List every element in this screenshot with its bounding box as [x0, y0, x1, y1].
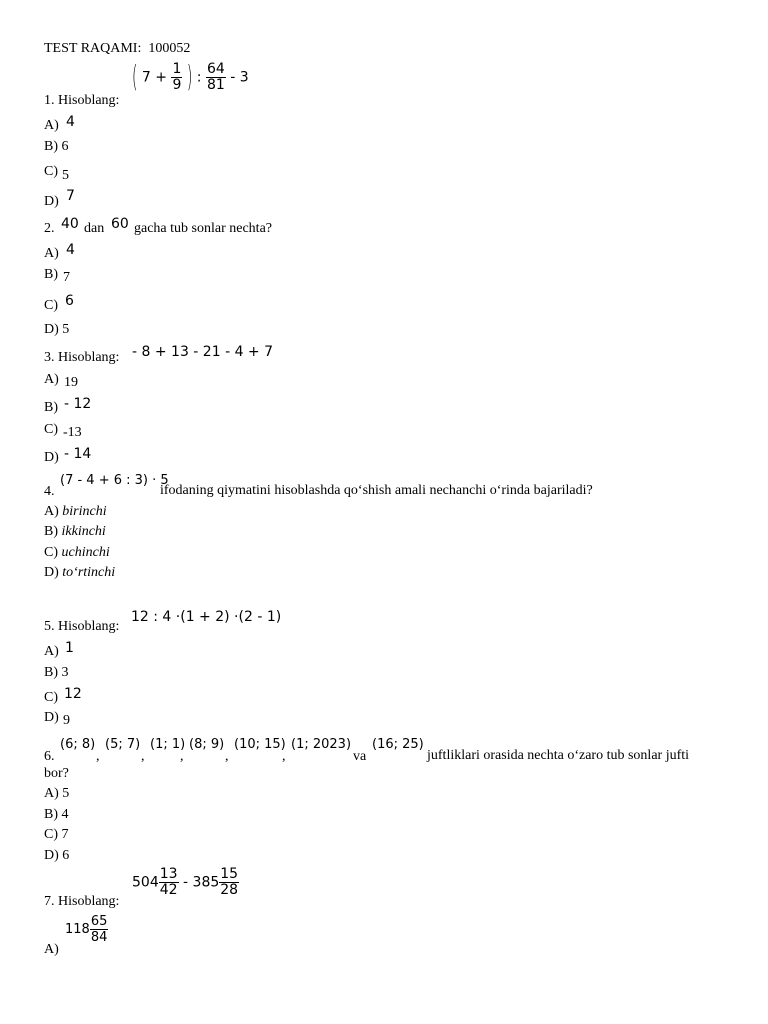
q3-expression: - 8 + 13 - 21 - 4 + 7 [132, 344, 274, 360]
q5-prompt: 5. Hisoblang: [44, 619, 120, 634]
q2-to: 60 [111, 216, 129, 232]
q2-option-d: D) 5 [44, 322, 70, 337]
q6-pair-6: (1; 2023) [291, 737, 352, 752]
q3-option-c-value: -13 [63, 425, 82, 440]
test-number-label: TEST RAQAMI: [44, 41, 142, 56]
test-number: 100052 [148, 41, 191, 56]
q1-option-b: B) 6 [44, 139, 69, 154]
q4-question: ifodaning qiymatini hisoblashda qo‘shish amali nechanchi o‘rinda bajariladi? [160, 483, 593, 498]
q7-prompt: 7. Hisoblang: [44, 894, 120, 909]
q6-pair-2: (5; 7) [105, 737, 141, 752]
q1-option-d-value: 7 [66, 188, 75, 204]
q7-option-a-fraction: $\frac{65}{84}$ [90, 914, 108, 945]
q6-comma-3: , [180, 749, 184, 764]
q3-option-a: A) [44, 372, 59, 387]
q6-option-c: C) 7 [44, 827, 69, 842]
q4-option-d: D) to‘rtinchi [44, 565, 116, 580]
q2-option-a: A) [44, 246, 59, 261]
q5-option-a-value: 1 [65, 640, 74, 656]
q7-expression: 504 $\frac{13}{42}$ - 385 $\frac{15}{28}$ [132, 866, 239, 898]
q6-question-end: bor? [44, 766, 69, 781]
q3-option-d: D) [44, 450, 59, 465]
q6-option-b: B) 4 [44, 807, 69, 822]
q1-fraction-2: $\frac{64}{81}$ [206, 61, 225, 93]
q1-option-d: D) [44, 194, 59, 209]
q6-va: va [353, 749, 367, 764]
q5-option-c-value: 12 [64, 686, 82, 702]
q6-pair-5: (10; 15) [234, 737, 286, 752]
q5-option-d: D) [44, 710, 59, 725]
q6-number: 6. [44, 749, 55, 764]
q7-fraction-2: $\frac{15}{28}$ [220, 866, 239, 898]
q3-option-c: C) [44, 422, 58, 437]
q7-option-a-value: 118 $\frac{65}{84}$ [65, 914, 108, 945]
test-header [44, 41, 190, 57]
q5-option-b: B) 3 [44, 665, 69, 680]
q5-option-c: C) [44, 690, 58, 705]
q2-from: 40 [61, 216, 79, 232]
q2-option-c: C) [44, 298, 58, 313]
q5-expression: 12 : 4 ·(1 + 2) ·(2 - 1) [131, 609, 282, 625]
q4-option-b: B) ikkinchi [44, 524, 106, 539]
q4-option-c: C) uchinchi [44, 545, 110, 560]
q1-expression: ( 7 + $\frac{1}{9}$ ) : $\frac{64}{81}$ - 3 [132, 60, 249, 95]
q5-option-a: A) [44, 644, 59, 659]
q7-fraction-1: $\frac{13}{42}$ [159, 866, 178, 898]
q7-option-a: A) [44, 942, 59, 957]
q2-option-b: B) [44, 267, 58, 282]
q2-question: gacha tub sonlar nechta? [134, 221, 272, 236]
q2-option-a-value: 4 [66, 242, 75, 258]
q3-option-b: B) [44, 400, 58, 415]
q1-option-a-value: 4 [66, 114, 75, 130]
q6-pair-1: (6; 8) [60, 737, 96, 752]
q6-option-a: A) 5 [44, 786, 70, 801]
q6-comma-2: , [141, 749, 145, 764]
q2-option-b-value: 7 [63, 270, 70, 285]
q6-question: juftliklari orasida nechta o‘zaro tub sonlar jufti [427, 748, 690, 763]
q6-comma-4: , [225, 749, 229, 764]
q6-option-d: D) 6 [44, 848, 70, 863]
q1-prompt: 1. Hisoblang: [44, 93, 120, 108]
q3-prompt: 3. Hisoblang: [44, 350, 120, 365]
q4-number: 4. [44, 484, 55, 499]
q1-option-a: A) [44, 118, 59, 133]
q3-option-d-value: - 14 [64, 446, 92, 462]
q5-option-d-value: 9 [63, 713, 70, 728]
q6-comma-5: , [282, 749, 286, 764]
q1-option-c: C) [44, 164, 58, 179]
q4-option-a: A) birinchi [44, 504, 107, 519]
q6-comma-1: , [96, 749, 100, 764]
q6-pair-4: (8; 9) [189, 737, 225, 752]
q1-option-c-value: 5 [62, 168, 69, 183]
q1-fraction-1: $\frac{1}{9}$ [172, 61, 182, 93]
q6-pair-3: (1; 1) [150, 737, 186, 752]
q3-option-b-value: - 12 [64, 396, 92, 412]
q6-last-pair: (16; 25) [372, 737, 424, 752]
q2-number: 2. [44, 221, 55, 236]
q4-expression: (7 - 4 + 6 : 3) · 5 [60, 473, 169, 488]
q2-dan: dan [84, 221, 105, 236]
q3-option-a-value: 19 [64, 375, 78, 390]
q2-option-c-value: 6 [65, 293, 74, 309]
